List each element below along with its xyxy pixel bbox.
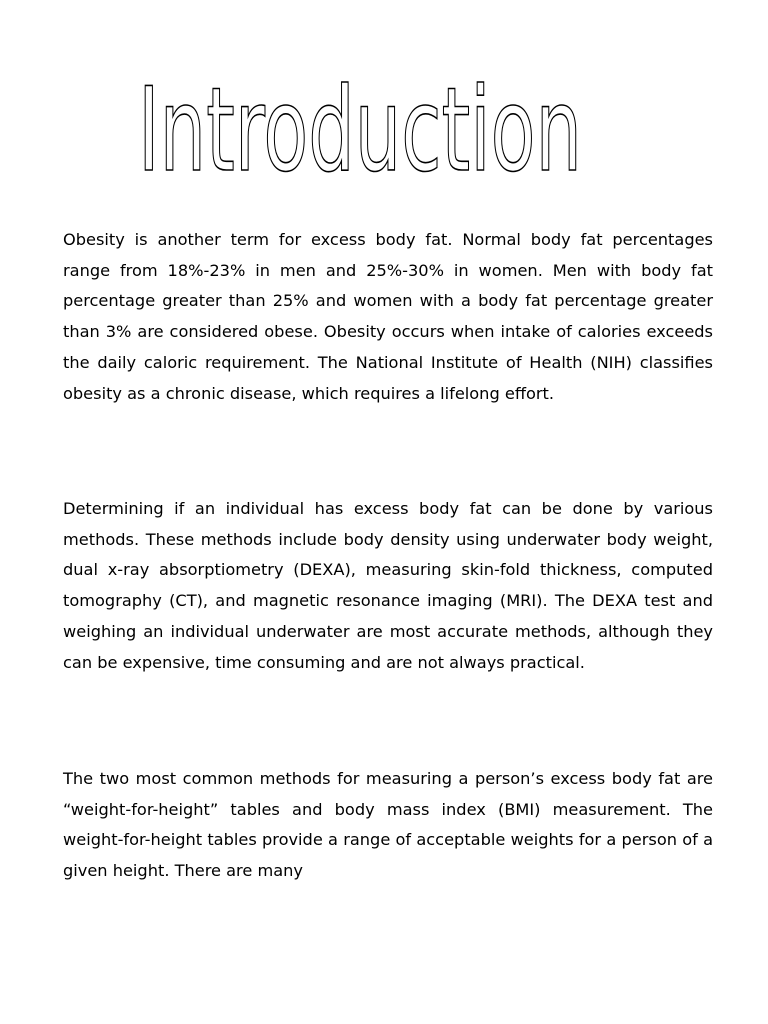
paragraph-measurement-methods: Determining if an individual has excess body fat can be done by various methods. These methods include body density using underwater body weight, dual x-ray absorptiometry (DEXA), measuring skin-fold thickness, computed tomography (CT), and magnetic resonance imaging (MRI). The DEXA test and weighing an individual underwater are most accurate methods, although they can be expensive, time consuming and are not always practical. xyxy=(63,499,713,672)
paragraph-common-methods: The two most common methods for measuring a person’s excess body fat are “weight-for-height” tables and body mass index (BMI) measurement. The weight-for-height tables provide a range of acceptable weights for a person of a given height. There are many xyxy=(63,769,713,881)
page-title xyxy=(0,62,768,192)
title-text: Introduction xyxy=(138,63,582,192)
paragraph-obesity-definition: Obesity is another term for excess body fat. Normal body fat percentages range from 18%-23% in men and 25%-30% in women. Men with body fat percentage greater than 25% and women with a body fat percentage greater than 3% are considered obese. Obesity occurs when intake of calories exceeds the daily caloric requirement. The National Institute of Health (NIH) classifies obesity as a chronic disease, which requires a lifelong effort. xyxy=(63,230,713,403)
outlined-title-graphic xyxy=(0,62,768,192)
